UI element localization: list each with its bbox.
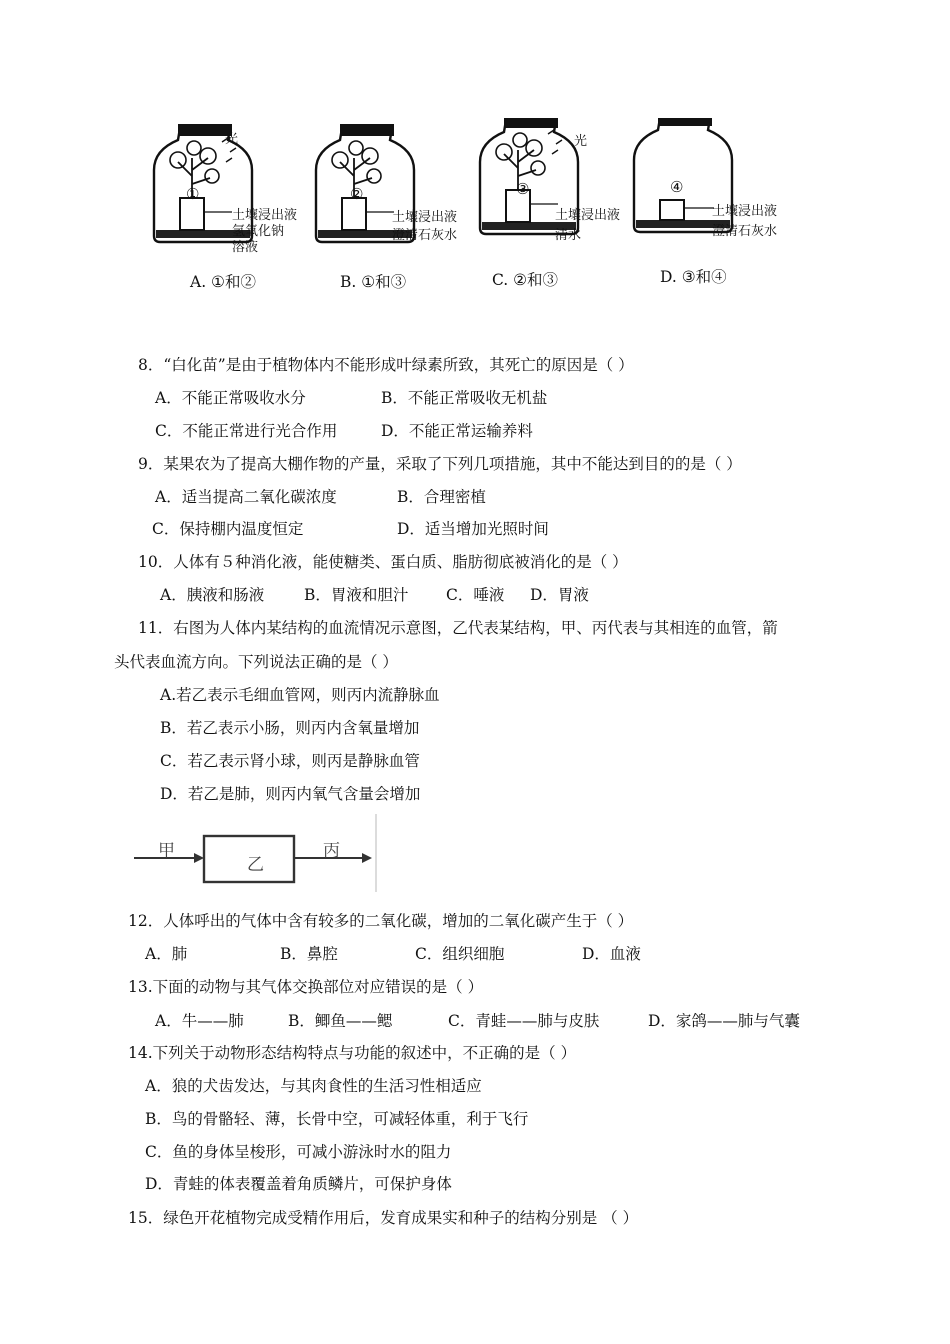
q9-option-a: A．适当提高二氧化碳浓度 <box>155 488 337 506</box>
q11-stem-line1: 11．右图为人体内某结构的血流情况示意图，乙代表某结构，甲、丙代表与其相连的血管，箭 <box>138 619 778 637</box>
q13-option-b: B．鲫鱼——鳃 <box>288 1012 393 1030</box>
diagram-label-jia: 甲 <box>158 841 175 861</box>
q11-option-b: B．若乙表示小肠，则丙内含氧量增加 <box>160 719 420 737</box>
jar-1-number: ① <box>186 185 200 203</box>
jar-3-label-top: 土壤浸出液 <box>555 208 621 223</box>
jar-1-light-label: 光 <box>225 132 239 147</box>
q15-stem: 15．绿色开花植物完成受精作用后，发育成果实和种子的结构分别是 （ ） <box>128 1209 639 1227</box>
q13-option-a: A．牛——肺 <box>155 1012 244 1030</box>
q14-option-b: B．鸟的骨骼轻、薄，长骨中空，可减轻体重，利于飞行 <box>145 1110 529 1128</box>
q9-stem: 9．某果农为了提高大棚作物的产量，采取了下列几项措施，其中不能达到目的的是（ ） <box>138 455 742 473</box>
diagram-label-yi: 乙 <box>247 855 264 875</box>
q8-option-c: C．不能正常进行光合作用 <box>155 422 338 440</box>
q12-option-d: D．血液 <box>582 945 641 963</box>
q9-option-c: C．保持棚内温度恒定 <box>152 520 304 538</box>
jar-3-light-label: 光 <box>574 134 588 149</box>
q12-stem: 12．人体呼出的气体中含有较多的二氧化碳，增加的二氧化碳产生于（ ） <box>128 912 634 930</box>
jar-3-label-bottom: 清水 <box>555 228 582 243</box>
q9-option-d: D．适当增加光照时间 <box>397 520 549 538</box>
q10-option-a: A．胰液和肠液 <box>160 586 265 604</box>
q13-option-d: D．家鸽——肺与气囊 <box>648 1012 800 1030</box>
diagram-label-bing: 丙 <box>323 841 340 861</box>
q13-stem: 13.下面的动物与其气体交换部位对应错误的是（ ） <box>128 978 484 996</box>
q9-option-b: B．合理密植 <box>397 488 486 506</box>
jar-2-number: ② <box>350 185 364 203</box>
q12-option-a: A．肺 <box>145 945 188 963</box>
q8-option-a: A．不能正常吸收水分 <box>155 389 306 407</box>
q10-stem: 10．人体有５种消化液，能使糖类、蛋白质、脂肪彻底被消化的是（ ） <box>138 553 628 571</box>
jar-2-label-top: 土壤浸出液 <box>392 210 458 225</box>
q13-option-c: C．青蛙——肺与皮肤 <box>448 1012 600 1030</box>
q11-option-d: D．若乙是肺，则丙内氧气含量会增加 <box>160 785 421 803</box>
q11-option-a: A.若乙表示毛细血管网，则丙内流静脉血 <box>160 686 440 704</box>
q10-option-d: D．胃液 <box>530 586 589 604</box>
q12-option-b: B．鼻腔 <box>280 945 338 963</box>
q11-option-c: C．若乙表示肾小球，则丙是静脉血管 <box>160 752 420 770</box>
q8-stem: 8．“白化苗”是由于植物体内不能形成叶绿素所致，其死亡的原因是（ ） <box>138 356 634 374</box>
jar-4-label-top: 土壤浸出液 <box>712 204 778 219</box>
q7-option-c: C. ②和③ <box>492 271 559 289</box>
q14-stem: 14.下列关于动物形态结构特点与功能的叙述中，不正确的是（ ） <box>128 1044 577 1062</box>
jar-3-number: ③ <box>516 180 530 198</box>
jar-2-label-bottom: 澄清石灰水 <box>392 228 458 243</box>
jar-1-label-bottom: 氢氧化钠 <box>232 224 285 239</box>
q7-option-a: A. ①和② <box>190 273 256 291</box>
q14-option-d: D．青蛙的体表覆盖着角质鳞片，可保护身体 <box>145 1175 452 1193</box>
q14-option-c: C．鱼的身体呈梭形，可减小游泳时水的阻力 <box>145 1143 452 1161</box>
q7-option-b: B. ①和③ <box>340 273 407 291</box>
jar-1-label-bottom2: 溶液 <box>232 240 259 255</box>
jar-4-number: ④ <box>670 178 684 196</box>
jar-4-label-bottom: 澄清石灰水 <box>712 224 778 239</box>
q8-option-d: D．不能正常运输养料 <box>381 422 533 440</box>
q8-option-b: B．不能正常吸收无机盐 <box>381 389 548 407</box>
jar-1-label-top: 土壤浸出液 <box>232 208 298 223</box>
q14-option-a: A．狼的犬齿发达，与其肉食性的生活习性相适应 <box>145 1077 482 1095</box>
q7-option-d: D. ③和④ <box>660 268 727 286</box>
q10-option-c: C．唾液 <box>446 586 505 604</box>
q12-option-c: C．组织细胞 <box>415 945 505 963</box>
q11-stem-line2: 头代表血流方向。下列说法正确的是（ ） <box>114 653 398 671</box>
q10-option-b: B．胃液和胆汁 <box>304 586 409 604</box>
